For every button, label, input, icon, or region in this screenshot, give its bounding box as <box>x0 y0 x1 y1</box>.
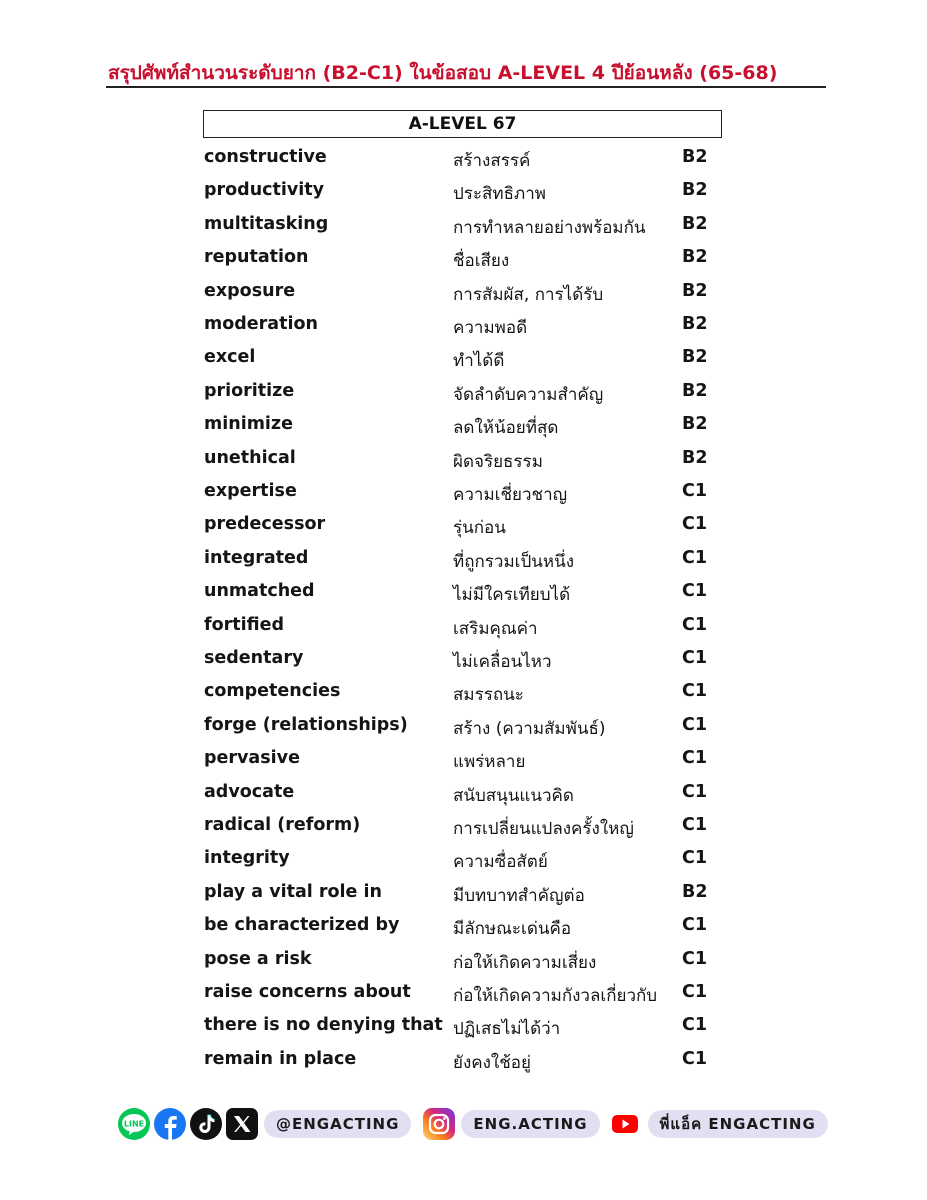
thai-meaning: การสัมผัส, การได้รับ <box>453 284 604 305</box>
cefr-level: C1 <box>682 815 708 835</box>
cefr-level: B2 <box>682 213 708 234</box>
vocab-row <box>0 475 927 508</box>
english-term: moderation <box>204 314 318 334</box>
thai-meaning: แพร่หลาย <box>453 752 526 773</box>
thai-meaning: ปฏิเสธไม่ได้ว่า <box>453 1019 561 1040</box>
english-term: radical (reform) <box>204 815 361 835</box>
thai-meaning: มีลักษณะเด่นคือ <box>453 919 572 940</box>
vocab-row <box>0 442 927 475</box>
english-term: unmatched <box>204 581 315 602</box>
english-term: predecessor <box>204 514 326 535</box>
title-divider <box>106 86 826 88</box>
thai-meaning: ที่ถูกรวมเป็นหนึ่ง <box>453 551 575 572</box>
cefr-level: B2 <box>682 180 708 201</box>
thai-meaning: สมรรถนะ <box>453 685 524 706</box>
vocab-row <box>0 241 927 274</box>
cefr-level: C1 <box>682 1048 708 1069</box>
thai-meaning: ก่อให้เกิดความเสี่ยง <box>453 952 597 973</box>
english-term: fortified <box>204 614 284 635</box>
english-term: multitasking <box>204 213 329 234</box>
english-term: there is no denying that <box>204 1015 443 1036</box>
cefr-level: B2 <box>682 347 708 368</box>
english-term: play a vital role in <box>204 881 382 902</box>
thai-meaning: ก่อให้เกิดความกังวลเกี่ยวกับ <box>453 986 658 1006</box>
english-term: pervasive <box>204 748 300 769</box>
cefr-level: C1 <box>682 748 708 769</box>
english-term: pose a risk <box>204 948 312 969</box>
vocab-row <box>0 709 927 742</box>
vocab-row <box>0 174 927 207</box>
vocab-row <box>0 341 927 374</box>
english-term: raise concerns about <box>204 982 411 1002</box>
vocab-row <box>0 308 927 341</box>
thai-meaning: ความซื่อสัตย์ <box>453 852 548 873</box>
cefr-level: C1 <box>682 915 708 936</box>
table-header: A-LEVEL 67 <box>203 110 722 138</box>
cefr-level: B2 <box>682 314 708 334</box>
cefr-level: B2 <box>682 380 708 401</box>
vocab-row <box>0 275 927 308</box>
tiktok-icon[interactable] <box>190 1108 222 1140</box>
cefr-level: B2 <box>682 280 708 301</box>
vocab-row <box>0 809 927 842</box>
vocab-row <box>0 508 927 541</box>
english-term: advocate <box>204 781 295 802</box>
english-term: forge (relationships) <box>204 714 408 735</box>
cefr-level: C1 <box>682 1015 708 1036</box>
english-term: excel <box>204 347 256 368</box>
thai-meaning: สนับสนุนแนวคิด <box>453 785 574 806</box>
thai-meaning: การเปลี่ยนแปลงครั้งใหญ่ <box>453 819 634 839</box>
thai-meaning: การทำหลายอย่างพร้อมกัน <box>453 217 646 238</box>
thai-meaning: ผิดจริยธรรม <box>453 451 543 472</box>
x-icon[interactable] <box>226 1108 258 1140</box>
english-term: minimize <box>204 414 293 435</box>
english-term: productivity <box>204 180 325 201</box>
thai-meaning: ความพอดี <box>453 318 528 338</box>
cefr-level: C1 <box>682 648 708 668</box>
english-term: prioritize <box>204 380 295 401</box>
cefr-level: C1 <box>682 781 708 802</box>
vocab-row <box>0 575 927 608</box>
svg-text:LINE: LINE <box>123 1119 145 1129</box>
cefr-level: B2 <box>682 881 708 902</box>
vocab-row <box>0 542 927 575</box>
thai-meaning: จัดลำดับความสำคัญ <box>453 384 604 405</box>
thai-meaning: มีบทบาทสำคัญต่อ <box>453 885 585 906</box>
vocab-row <box>0 776 927 809</box>
thai-meaning: สร้างสรรค์ <box>453 151 531 171</box>
thai-meaning: ทำได้ดี <box>453 351 505 372</box>
line-icon[interactable] <box>118 1108 150 1140</box>
facebook-icon[interactable] <box>154 1108 186 1140</box>
vocab-row <box>0 909 927 942</box>
cefr-level: C1 <box>682 714 708 735</box>
vocab-row <box>0 642 927 675</box>
youtube-channel-pill[interactable]: พี่แอ็ค ENGACTING <box>648 1110 828 1138</box>
cefr-level: C1 <box>682 581 708 602</box>
thai-meaning: ยังคงใช้อยู่ <box>453 1052 531 1073</box>
cefr-level: C1 <box>682 481 708 501</box>
youtube-icon[interactable] <box>612 1114 638 1134</box>
vocab-row <box>0 141 927 174</box>
cefr-level: C1 <box>682 982 708 1002</box>
thai-meaning: ชื่อเสียง <box>453 251 510 272</box>
english-term: exposure <box>204 280 296 301</box>
vocab-row <box>0 842 927 875</box>
vocab-row <box>0 876 927 909</box>
vocab-row <box>0 609 927 642</box>
vocab-row <box>0 375 927 408</box>
cefr-level: C1 <box>682 547 708 568</box>
vocab-row <box>0 742 927 775</box>
cefr-level: C1 <box>682 948 708 969</box>
thai-meaning: ไม่เคลื่อนไหว <box>453 652 552 672</box>
cefr-level: C1 <box>682 848 708 869</box>
thai-meaning: ประสิทธิภาพ <box>453 184 546 205</box>
cefr-level: B2 <box>682 414 708 435</box>
cefr-level: B2 <box>682 147 708 167</box>
thai-meaning: ลดให้น้อยที่สุด <box>453 418 559 439</box>
english-term: expertise <box>204 481 297 501</box>
vocab-row <box>0 943 927 976</box>
english-term: be characterized by <box>204 915 400 936</box>
thai-meaning: ไม่มีใครเทียบได้ <box>453 585 571 606</box>
cefr-level: C1 <box>682 514 708 535</box>
cefr-level: C1 <box>682 614 708 635</box>
handle-pill[interactable]: @ENGACTING <box>264 1110 411 1138</box>
cefr-level: B2 <box>682 447 708 468</box>
english-term: remain in place <box>204 1048 357 1069</box>
vocab-row <box>0 1043 927 1076</box>
instagram-icon[interactable] <box>423 1108 455 1140</box>
page-title: สรุปศัพท์สำนวนระดับยาก (B2-C1) ในข้อสอบ A-LEVEL 4 ปีย้อนหลัง (65-68) <box>108 62 778 84</box>
vocab-row <box>0 408 927 441</box>
english-term: integrated <box>204 547 309 568</box>
cefr-level: B2 <box>682 247 708 268</box>
vocab-row <box>0 208 927 241</box>
vocab-row <box>0 1009 927 1042</box>
english-term: competencies <box>204 681 341 702</box>
english-term: sedentary <box>204 648 304 668</box>
english-term: integrity <box>204 848 290 869</box>
english-term: reputation <box>204 247 309 268</box>
vocab-row <box>0 976 927 1009</box>
instagram-handle-pill[interactable]: ENG.ACTING <box>461 1110 599 1138</box>
english-term: constructive <box>204 147 327 167</box>
thai-meaning: ความเชี่ยวชาญ <box>453 485 568 505</box>
social-footer <box>118 1108 828 1140</box>
thai-meaning: เสริมคุณค่า <box>453 618 538 639</box>
cefr-level: C1 <box>682 681 708 702</box>
thai-meaning: สร้าง (ความสัมพันธ์) <box>453 718 606 739</box>
vocab-row <box>0 675 927 708</box>
english-term: unethical <box>204 447 296 468</box>
thai-meaning: รุ่นก่อน <box>453 518 506 539</box>
